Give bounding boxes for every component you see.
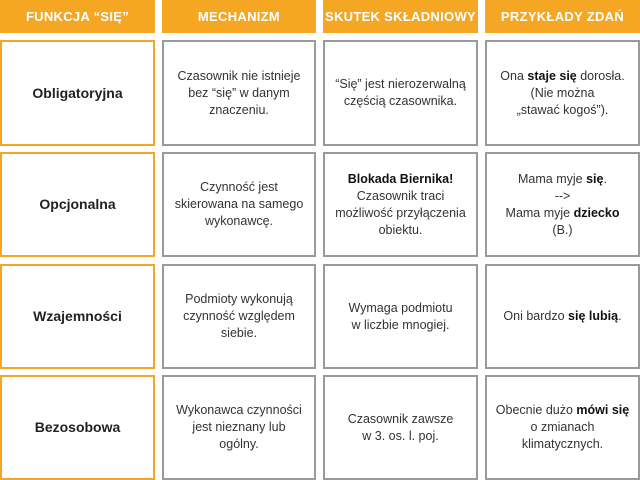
example-pre2: Mama myje: [505, 205, 574, 220]
mechanism-cell: [162, 40, 316, 146]
example-bold: mówi się: [576, 403, 630, 417]
header-mechanism: MECHANIZM: [162, 0, 316, 33]
example-cell: [485, 152, 640, 257]
example-cell: [485, 375, 640, 480]
function-label: Opcjonalna: [39, 196, 116, 212]
example-bold2: dziecko: [573, 205, 620, 220]
mechanism-cell: [162, 152, 316, 257]
effect-cell: [323, 40, 478, 146]
header-examples: PRZYKŁADY ZDAŃ: [485, 0, 640, 33]
mechanism-text: Wykonawca czynności jest nieznany lub ogólny.: [176, 403, 302, 451]
effect-bold: Blokada Biernika!: [347, 171, 454, 186]
example-post2: (B.): [552, 222, 573, 237]
mechanism-text: Czasownik nie istnieje bez “się” w danym znaczeniu.: [177, 68, 301, 117]
example-post: o zmianach klimatycznych.: [521, 420, 604, 451]
example-pre: Mama myje: [518, 171, 587, 186]
effect-cell: [323, 152, 478, 257]
function-label: Wzajemności: [33, 308, 122, 324]
mechanism-text: Czynność jest skierowana na samego wykonawcę.: [174, 180, 304, 228]
header-function: FUNKCJA “SIĘ”: [0, 0, 155, 33]
function-label: Obligatoryjna: [32, 84, 123, 101]
example-pre: Ona: [500, 68, 528, 83]
effect-text: Wymaga podmiotu w liczbie mnogiej.: [348, 300, 453, 332]
example-bold: się: [586, 171, 604, 186]
function-label: Bezosobowa: [34, 419, 121, 435]
effect-cell: [323, 264, 478, 369]
example-bold: się lubią: [568, 309, 619, 323]
example-cell: [485, 40, 640, 146]
example-pre: Oni bardzo: [503, 309, 569, 323]
function-cell: [0, 375, 155, 480]
example-post: dorosła. (Nie można „stawać kogoś”).: [516, 68, 625, 117]
function-cell: [0, 264, 155, 369]
header-syntactic-effect: SKUTEK SKŁADNIOWY: [323, 0, 478, 33]
example-post: . -->: [554, 171, 607, 203]
example-bold: staje się: [527, 68, 577, 83]
mechanism-cell: [162, 375, 316, 480]
mechanism-cell: [162, 264, 316, 369]
mechanism-text: Podmioty wykonują czynność względem siebie.: [183, 292, 295, 340]
example-pre: Obecnie dużo: [495, 403, 577, 417]
effect-text: Czasownik traci możliwość przyłączenia obiektu.: [335, 188, 466, 237]
effect-cell: [323, 375, 478, 480]
effect-text: Czasownik zawsze w 3. os. l. poj.: [347, 411, 454, 443]
function-cell: [0, 152, 155, 257]
example-cell: [485, 264, 640, 369]
example-post: .: [618, 309, 622, 323]
function-cell: [0, 40, 155, 146]
effect-text: “Się” jest nierozerwalną częścią czasownika.: [335, 77, 466, 108]
